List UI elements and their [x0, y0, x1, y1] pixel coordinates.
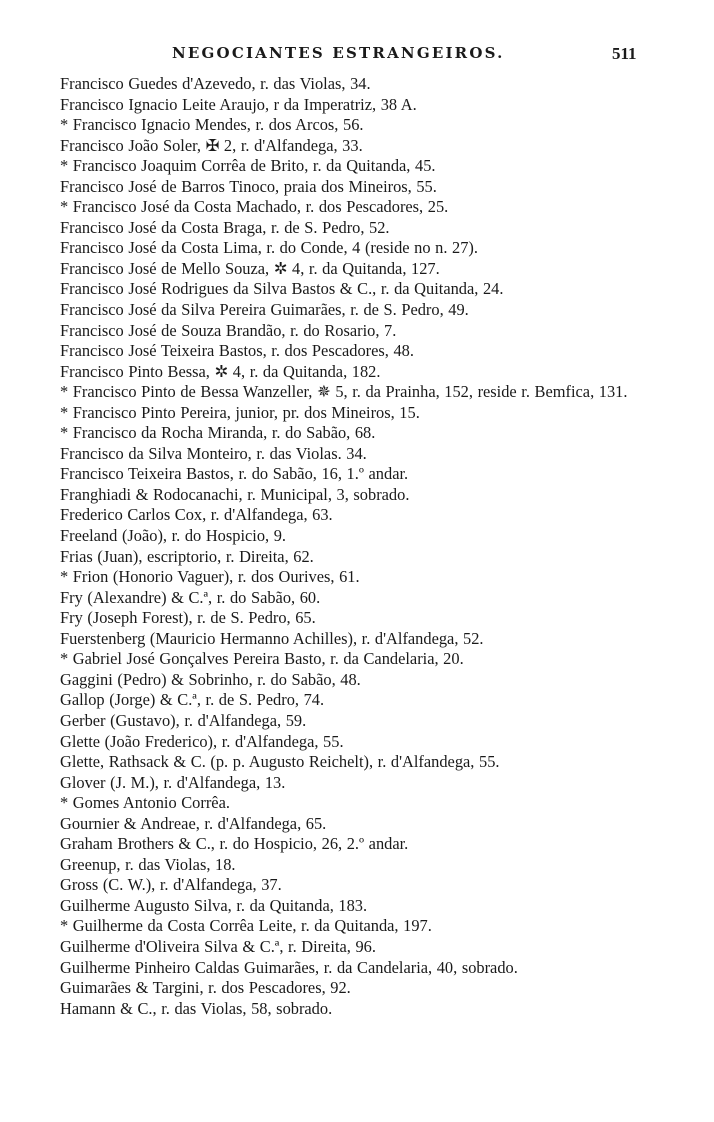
merchant-entry: Francisco José Rodrigues da Silva Bastos & C., r. da Quitanda, 24.: [60, 279, 504, 299]
merchant-entry: * Francisco Joaquim Corrêa de Brito, r. da Quitanda, 45.: [60, 156, 436, 176]
merchant-entry: Guilherme Augusto Silva, r. da Quitanda, 183.: [60, 895, 368, 915]
merchant-entry: Gournier & Andreae, r. d'Alfandega, 65.: [60, 813, 327, 833]
merchant-entry: * Guilherme da Costa Corrêa Leite, r. da Quitanda, 197.: [60, 916, 432, 936]
merchant-entry: Francisco José da Costa Braga, r. de S. Pedro, 52.: [60, 217, 390, 237]
merchant-entry: Gaggini (Pedro) & Sobrinho, r. do Sabão, 48.: [60, 669, 361, 689]
merchant-entry: * Frion (Honorio Vaguer), r. dos Ourives, 61.: [60, 567, 360, 587]
merchant-entry: Fry (Joseph Forest), r. de S. Pedro, 65.: [60, 608, 316, 628]
merchant-entry: Francisco José de Barros Tinoco, praia dos Mineiros, 55.: [60, 176, 437, 196]
merchant-list: [60, 74, 660, 1019]
merchant-entry: * Gomes Antonio Corrêa.: [60, 793, 230, 813]
merchant-entry: Gross (C. W.), r. d'Alfandega, 37.: [60, 875, 282, 895]
page-header-title: NEGOCIANTES ESTRANGEIROS.: [172, 44, 505, 62]
merchant-entry: Francisco José da Costa Lima, r. do Conde, 4 (reside no n. 27).: [60, 238, 478, 258]
merchant-entry: Francisco José de Mello Souza, ✲ 4, r. da Quitanda, 127.: [60, 258, 440, 278]
merchant-entry: Guimarães & Targini, r. dos Pescadores, 92.: [60, 978, 351, 998]
page-number: 511: [612, 44, 637, 63]
merchant-entry: Gallop (Jorge) & C.ª, r. de S. Pedro, 74.: [60, 690, 325, 710]
merchant-entry: Francisco Pinto Bessa, ✲ 4, r. da Quitanda, 182.: [60, 361, 381, 381]
merchant-entry: Francisco José da Silva Pereira Guimarães, r. de S. Pedro, 49.: [60, 300, 469, 320]
merchant-entry: * Francisco José da Costa Machado, r. dos Pescadores, 25.: [60, 197, 449, 217]
merchant-entry: Glette, Rathsack & C. (p. p. Augusto Reichelt), r. d'Alfandega, 55.: [60, 752, 500, 772]
merchant-entry: Fuerstenberg (Mauricio Hermanno Achilles), r. d'Alfandega, 52.: [60, 628, 484, 648]
merchant-entry: Greenup, r. das Violas, 18.: [60, 854, 236, 874]
merchant-entry: * Francisco da Rocha Miranda, r. do Sabão, 68.: [60, 423, 376, 443]
merchant-entry: Guilherme Pinheiro Caldas Guimarães, r. da Candelaria, 40, sobrado.: [60, 957, 518, 977]
merchant-entry: Frias (Juan), escriptorio, r. Direita, 62.: [60, 546, 314, 566]
merchant-entry: Fry (Alexandre) & C.ª, r. do Sabão, 60.: [60, 587, 321, 607]
merchant-entry: Franghiadi & Rodocanachi, r. Municipal, 3, sobrado.: [60, 484, 410, 504]
merchant-entry: Freeland (João), r. do Hospicio, 9.: [60, 526, 287, 546]
merchant-entry: Gerber (Gustavo), r. d'Alfandega, 59.: [60, 710, 307, 730]
merchant-entry: Francisco Ignacio Leite Araujo, r da Imperatriz, 38 A.: [60, 94, 417, 114]
merchant-entry: Francisco José de Souza Brandão, r. do Rosario, 7.: [60, 320, 397, 340]
merchant-entry: * Gabriel José Gonçalves Pereira Basto, r. da Candelaria, 20.: [60, 649, 464, 669]
merchant-entry: * Francisco Pinto Pereira, junior, pr. dos Mineiros, 15.: [60, 402, 420, 422]
merchant-entry: Francisco Guedes d'Azevedo, r. das Violas, 34.: [60, 74, 371, 93]
merchant-entry: Frederico Carlos Cox, r. d'Alfandega, 63.: [60, 505, 333, 525]
merchant-entry: Glover (J. M.), r. d'Alfandega, 13.: [60, 772, 286, 792]
merchant-entry: Glette (João Frederico), r. d'Alfandega, 55.: [60, 731, 344, 751]
merchant-entry: Graham Brothers & C., r. do Hospicio, 26, 2.º andar.: [60, 834, 409, 854]
merchant-entry: Francisco da Silva Monteiro, r. das Violas. 34.: [60, 443, 367, 463]
merchant-entry: Guilherme d'Oliveira Silva & C.ª, r. Direita, 96.: [60, 936, 376, 956]
merchant-entry: Francisco João Soler, ✠ 2, r. d'Alfandega, 33.: [60, 135, 363, 155]
merchant-entry: Francisco José Teixeira Bastos, r. dos Pescadores, 48.: [60, 341, 414, 361]
merchant-entry: * Francisco Pinto de Bessa Wanzeller, ✵ 5, r. da Prainha, 152, reside r. Bemfica, 131.: [60, 382, 628, 402]
merchant-entry: Francisco Teixeira Bastos, r. do Sabão, 16, 1.º andar.: [60, 464, 409, 484]
merchant-entry: Hamann & C., r. das Violas, 58, sobrado.: [60, 998, 333, 1018]
merchant-entry: * Francisco Ignacio Mendes, r. dos Arcos, 56.: [60, 115, 364, 135]
